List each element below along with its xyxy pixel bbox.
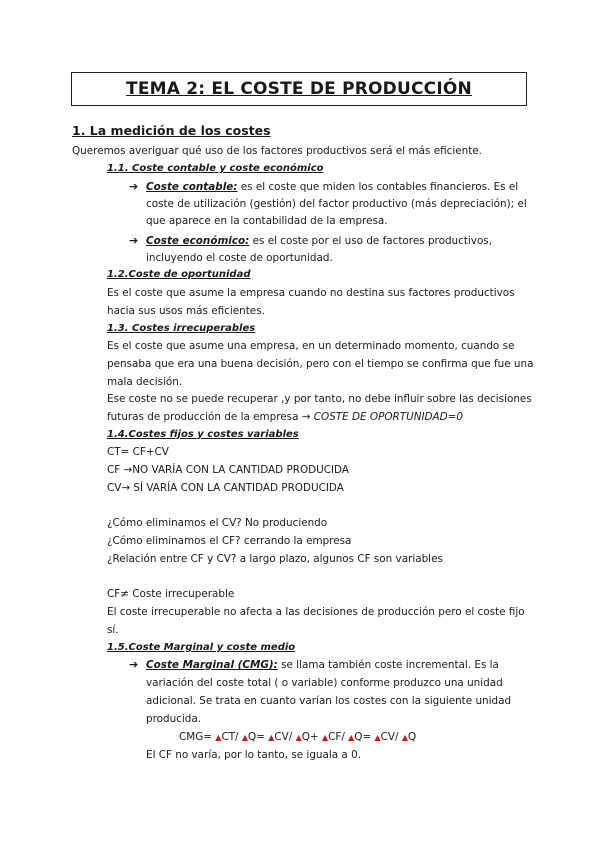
section-1-3-heading: 1.3. Costes irrecuperables [107, 323, 256, 334]
delta-icon: ▲ [348, 733, 355, 742]
section-1-4-heading: 1.4.Costes fijos y costes variables [107, 429, 299, 440]
delta-icon: ▲ [321, 733, 329, 742]
coste-marginal-text: se llama también coste incremental. Es la [277, 659, 499, 671]
section-1-2-line-2: hacia sus usos más eficientes. [107, 305, 265, 317]
bullet-arrow-icon: ➔ [129, 180, 139, 193]
section-1-3-line-5-text: futuras de producción de la empresa → [107, 411, 314, 423]
section-1-3-line-2: pensaba que era una buena decisión, pero con el tiempo se confirma que fue una [107, 358, 534, 370]
section-1-3-line-1: Es el coste que asume una empresa, en un determinado momento, cuando se [107, 340, 515, 352]
coste-contable-line-3: que aparece en la contabilidad de la empresa. [146, 215, 388, 227]
delta-icon: ▲ [295, 733, 302, 742]
bullet-arrow-icon: ➔ [129, 234, 139, 247]
delta-icon: ▲ [268, 733, 275, 742]
coste-economico-term: Coste económico: [146, 235, 250, 247]
delta-icon: ▲ [401, 733, 408, 742]
section-1-3-line-5 [107, 412, 463, 422]
formula-part: CT/ [221, 731, 239, 743]
cf-definition: CF →NO VARÍA CON LA CANTIDAD PRODUCIDA [107, 464, 349, 476]
coste-economico-line-1 [146, 236, 492, 246]
formula-part: CMG= [179, 731, 212, 743]
formula-part: CF/ [328, 731, 345, 743]
delta-icon: ▲ [241, 733, 249, 742]
bullet-arrow-icon: ➔ [129, 658, 139, 671]
page-title: TEMA 2: EL COSTE DE PRODUCCIÓN [126, 78, 472, 99]
delta-icon: ▲ [374, 733, 381, 742]
irrecuperable-note-line-2: sí. [107, 624, 119, 636]
section-1-intro: Queremos averiguar qué uso de los factores productivos será el más eficiente. [72, 145, 482, 157]
question-1: ¿Cómo eliminamos el CV? No produciendo [107, 517, 328, 529]
section-1-3-line-3: mala decisión. [107, 376, 183, 388]
title-box [71, 72, 527, 106]
coste-marginal-line-3: adicional. Se trata en cuanto varían los costes con la siguiente unidad [146, 695, 512, 707]
coste-contable-line-1 [146, 182, 518, 192]
question-3: ¿Relación entre CF y CV? a largo plazo, algunos CF son variables [107, 553, 443, 565]
section-1-heading: 1. La medición de los costes [72, 123, 271, 138]
coste-economico-text: es el coste por el uso de factores productivos, [249, 235, 493, 247]
coste-oportunidad-note: COSTE DE OPORTUNIDAD=0 [313, 411, 463, 423]
formula-part: Q= [354, 731, 372, 743]
cv-definition: CV→ SÍ VARÍA CON LA CANTIDAD PRODUCIDA [107, 482, 344, 494]
section-1-2-heading: 1.2.Coste de oportunidad [107, 269, 251, 280]
cf-zero-note: El CF no varía, por lo tanto, se iguala a 0. [146, 749, 362, 761]
section-1-3-line-4: Ese coste no se puede recuperar ,y por tanto, no debe influir sobre las decisiones [107, 393, 532, 405]
coste-contable-term: Coste contable: [146, 181, 238, 193]
formula-part: CV/ [380, 731, 399, 743]
coste-contable-text: es el coste que miden los contables financieros. Es el [237, 181, 519, 193]
coste-marginal-term: Coste Marginal (CMG): [146, 659, 278, 671]
ct-formula: CT= CF+CV [107, 446, 169, 458]
cf-note: CF≠ Coste irrecuperable [107, 588, 235, 600]
irrecuperable-note-line-1: El coste irrecuperable no afecta a las decisiones de producción pero el coste fijo [107, 606, 525, 618]
section-1-5-heading: 1.5.Coste Marginal y coste medio [107, 642, 296, 653]
formula-part: CV/ [274, 731, 293, 743]
delta-icon: ▲ [215, 733, 222, 742]
coste-marginal-line-1 [146, 660, 499, 670]
section-1-1-heading: 1.1. Coste contable y coste económico [107, 163, 324, 174]
coste-contable-line-2: coste de utilización (gestión) del factor productivo (más depreciación); el [146, 198, 527, 210]
coste-economico-line-2: incluyendo el coste de oportunidad. [146, 252, 333, 264]
question-2: ¿Cómo eliminamos el CF? cerrando la empresa [107, 535, 352, 547]
formula-part: Q+ [301, 731, 319, 743]
formula-part: Q= [248, 731, 265, 743]
coste-marginal-line-4: producida. [146, 713, 202, 725]
cmg-formula [179, 732, 416, 742]
section-1-2-line-1: Es el coste que asume la empresa cuando no destina sus factores productivos [107, 287, 515, 299]
coste-marginal-line-2: variación del coste total ( o variable) conforme produzco una unidad [146, 677, 503, 689]
formula-part: Q [408, 731, 417, 743]
